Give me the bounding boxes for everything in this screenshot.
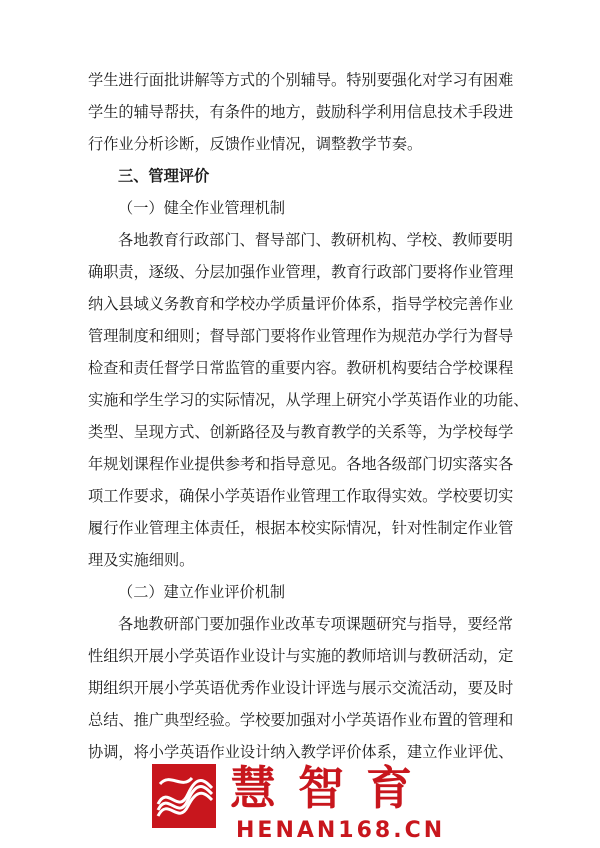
text-line: 学生进行面批讲解等方式的个别辅导。特别要强化对学习有困难	[88, 71, 514, 89]
subsection-1-paragraph	[88, 224, 529, 576]
text-line: 检查和责任督学日常监管的重要内容。教研机构要结合学校课程	[88, 359, 514, 377]
subsection-2-heading: （二）建立作业评价机制	[118, 583, 286, 601]
text-line: 理及实施细则。	[88, 551, 195, 569]
wave-lines-icon	[152, 764, 216, 828]
text-line: 性组织开展小学英语作业设计与实施的教师培训与教研活动，定	[88, 647, 514, 665]
text-line: 期组织开展小学英语优秀作业设计评选与展示交流活动，要及时	[88, 679, 514, 697]
subsection-2-paragraph	[88, 608, 518, 768]
section-heading: 三、管理评价	[118, 167, 210, 185]
watermark-url: HENAN168.CN	[236, 818, 446, 843]
text-line: 各地教研部门要加强作业改革专项课题研究与指导，要经常	[118, 615, 513, 633]
watermark	[152, 760, 572, 848]
text-line: 协调，将小学英语作业设计纳入教学评价体系，建立作业评优、	[88, 743, 514, 761]
text-line: 总结、推广典型经验。学校要加强对小学英语作业布置的管理和	[88, 711, 514, 729]
text-line: 履行作业管理主体责任，根据本校实际情况，针对性制定作业管	[88, 519, 514, 537]
text-line: 项工作要求，确保小学英语作业管理工作取得实效。学校要切实	[88, 487, 514, 505]
intro-paragraph	[88, 64, 518, 160]
text-line: 管理制度和细则；督导部门要将作业管理作为规范办学行为督导	[88, 327, 514, 345]
text-line: 行作业分析诊断，反馈作业情况，调整教学节奏。	[88, 135, 423, 153]
watermark-brand: 慧智育	[230, 761, 434, 815]
text-line: 纳入县域义务教育和学校办学质量评价体系，指导学校完善作业	[88, 295, 514, 313]
text-line: 年规划课程作业提供参考和指导意见。各地各级部门切实落实各	[88, 455, 514, 473]
text-line: 类型、呈现方式、创新路径及与教育教学的关系等，为学校每学	[88, 423, 514, 441]
text-line: 确职责，逐级、分层加强作业管理，教育行政部门要将作业管理	[88, 263, 514, 281]
text-line: 实施和学生学习的实际情况，从学理上研究小学英语作业的功能、	[88, 391, 529, 409]
text-line: 学生的辅导帮扶，有条件的地方，鼓励科学利用信息技术手段进	[88, 103, 514, 121]
subsection-1-heading: （一）健全作业管理机制	[118, 199, 286, 217]
document-body	[88, 64, 529, 768]
text-line: 各地教育行政部门、督导部门、教研机构、学校、教师要明	[118, 231, 513, 249]
